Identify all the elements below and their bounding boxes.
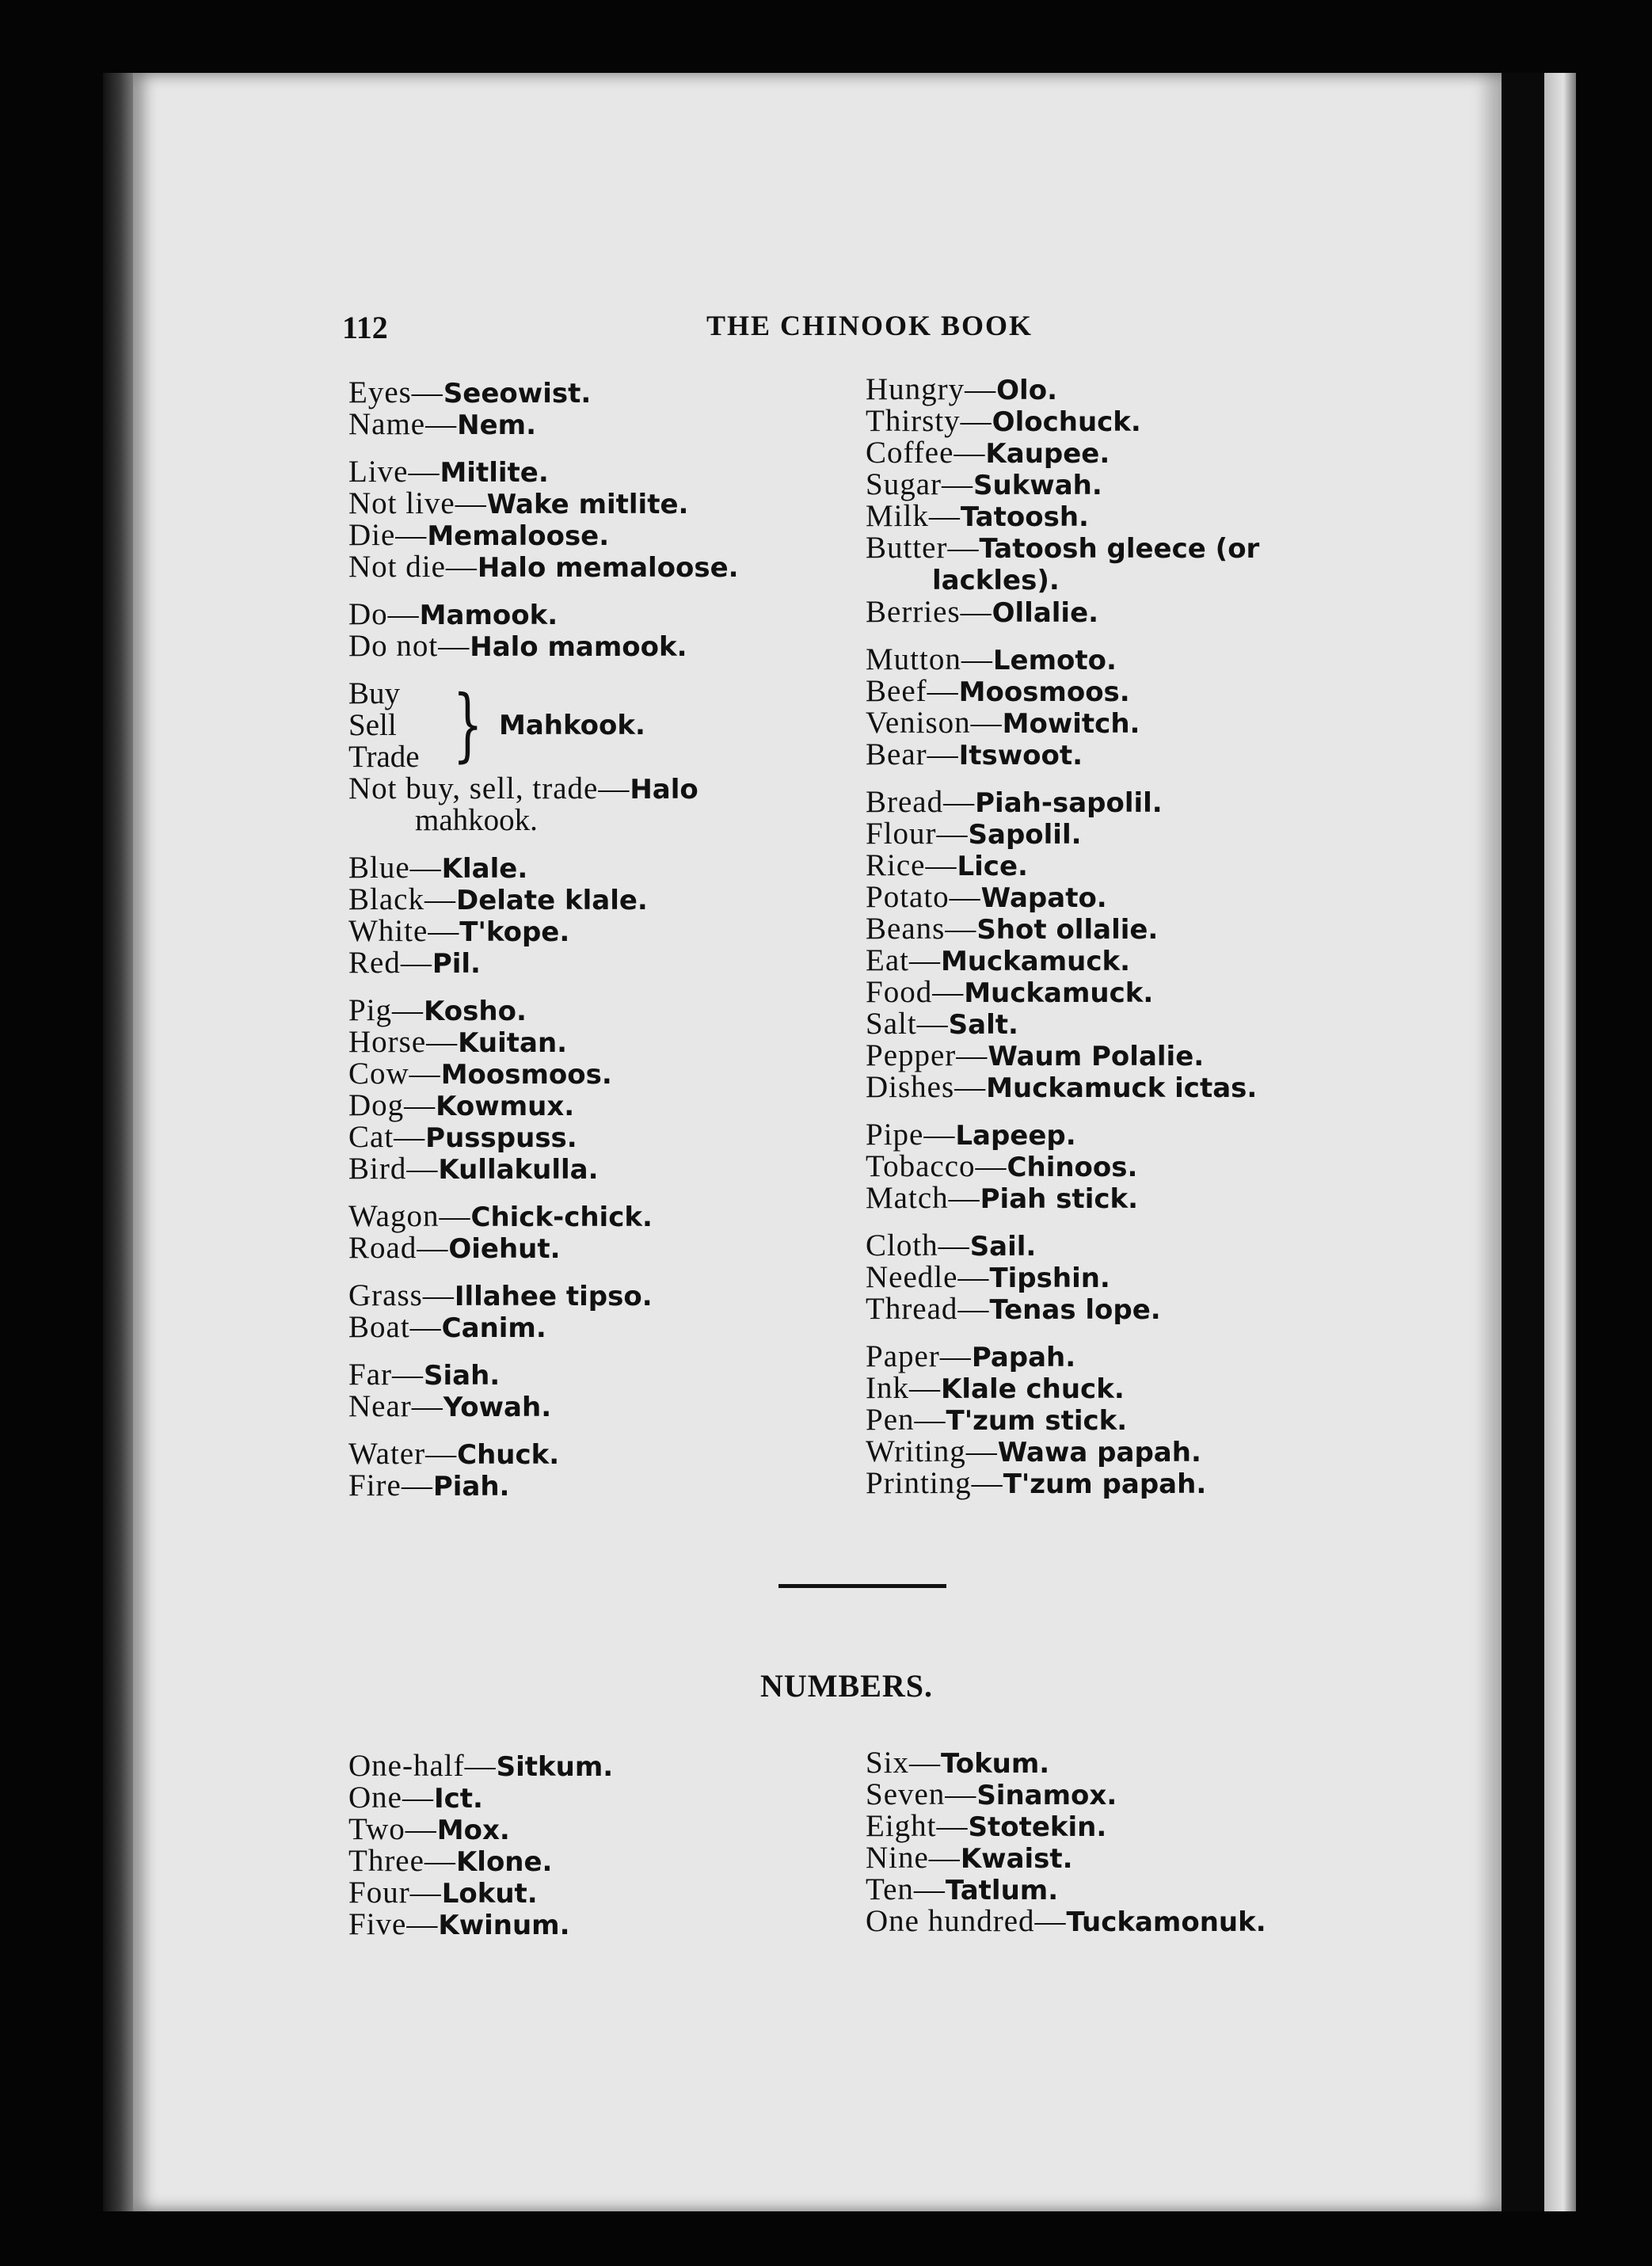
vocab-entry bbox=[866, 532, 1372, 596]
vocab-entry bbox=[866, 818, 1372, 850]
chinook-word: Kosho. bbox=[424, 996, 527, 1027]
vocab-entry bbox=[866, 1072, 1372, 1103]
vocab-entry bbox=[866, 882, 1372, 913]
vocab-group bbox=[866, 1119, 1372, 1214]
chinook-word: Mowitch. bbox=[1002, 708, 1140, 740]
chinook-word: Lapeep. bbox=[955, 1120, 1076, 1152]
vocab-entry bbox=[348, 852, 839, 884]
vocab-entry bbox=[866, 406, 1372, 437]
chinook-word: Kullakulla. bbox=[438, 1154, 599, 1186]
vocab-entry bbox=[348, 1122, 839, 1153]
chinook-word: Sukwah. bbox=[973, 470, 1102, 501]
chinook-word: Moosmoos. bbox=[958, 676, 1130, 708]
chinook-word: Kwinum. bbox=[438, 1910, 570, 1941]
english-word: Beans— bbox=[866, 912, 977, 946]
vocab-group bbox=[348, 1359, 839, 1422]
english-word: One hundred— bbox=[866, 1904, 1067, 1938]
chinook-word: Tuckamonuk. bbox=[1066, 1906, 1266, 1938]
chinook-word: Halo memaloose. bbox=[477, 552, 739, 584]
chinook-word: Sapolil. bbox=[968, 819, 1082, 851]
english-word: Eyes— bbox=[348, 375, 443, 409]
vocab-group bbox=[866, 1341, 1372, 1499]
english-word: Flour— bbox=[866, 817, 969, 851]
chinook-word: Chuck. bbox=[457, 1439, 560, 1471]
english-word: Not die— bbox=[348, 550, 478, 584]
english-word: Four— bbox=[348, 1876, 442, 1910]
vocab-entry bbox=[348, 1438, 839, 1470]
chinook-word: Muckamuck. bbox=[940, 946, 1131, 977]
vocab-entry bbox=[348, 884, 839, 916]
vocab-entry bbox=[866, 676, 1372, 707]
chinook-word: Nem. bbox=[457, 409, 536, 441]
chinook-word: Shot ollalie. bbox=[976, 914, 1159, 946]
vocab-entry bbox=[348, 1909, 613, 1940]
english-word: Needle— bbox=[866, 1260, 990, 1294]
vocab-group bbox=[348, 1438, 839, 1502]
vocab-entry bbox=[866, 1811, 1266, 1842]
vocab-group bbox=[348, 1280, 839, 1343]
chinook-word: Klone. bbox=[455, 1846, 553, 1878]
english-word: Nine— bbox=[866, 1841, 961, 1875]
english-word: Buy bbox=[348, 676, 401, 710]
chinook-word: Papah. bbox=[971, 1342, 1076, 1373]
english-word: Black— bbox=[348, 882, 456, 916]
chinook-word: Canim. bbox=[441, 1312, 546, 1344]
vocab-entry bbox=[866, 1183, 1372, 1214]
curly-brace-icon: } bbox=[452, 678, 483, 771]
page-gutter bbox=[1502, 73, 1544, 2211]
english-word: Pen— bbox=[866, 1403, 946, 1437]
english-word: Two— bbox=[348, 1812, 437, 1846]
english-word: Bread— bbox=[866, 785, 976, 819]
english-word: Far— bbox=[348, 1358, 424, 1392]
chinook-word: Sitkum. bbox=[496, 1751, 614, 1783]
english-word: Do not— bbox=[348, 629, 470, 663]
vocab-entry bbox=[866, 1906, 1266, 1937]
chinook-word: Pusspuss. bbox=[425, 1122, 577, 1154]
chinook-word: Lemoto. bbox=[992, 645, 1117, 676]
vocab-entry bbox=[348, 947, 839, 979]
vocab-entry bbox=[866, 596, 1372, 628]
chinook-word: Tatoosh. bbox=[960, 501, 1089, 533]
vocab-entry bbox=[866, 1040, 1372, 1072]
chinook-word: Mox. bbox=[436, 1815, 510, 1846]
english-word: Red— bbox=[348, 946, 432, 980]
vocab-group bbox=[348, 1201, 839, 1264]
running-title: THE CHINOOK BOOK bbox=[706, 310, 1033, 341]
chinook-word: T'kope. bbox=[459, 916, 570, 948]
vocab-entry bbox=[348, 773, 839, 805]
vocab-entry bbox=[348, 1750, 613, 1782]
bracket-block bbox=[348, 678, 839, 773]
chinook-word: Muckamuck ictas. bbox=[986, 1072, 1258, 1104]
english-word: Six— bbox=[866, 1746, 942, 1780]
chinook-word: Wawa papah. bbox=[997, 1437, 1201, 1468]
chinook-word: Moosmoos. bbox=[440, 1059, 612, 1091]
english-word: Pipe— bbox=[866, 1118, 956, 1152]
vocab-entry bbox=[348, 1280, 839, 1312]
english-word: Name— bbox=[348, 407, 458, 441]
vocab-entry bbox=[866, 1341, 1372, 1373]
chinook-word: Itswoot. bbox=[958, 740, 1083, 771]
english-word: Eight— bbox=[866, 1809, 969, 1843]
chinook-word: Tenas lope. bbox=[989, 1294, 1161, 1326]
english-word: Salt— bbox=[866, 1007, 949, 1041]
vocab-entry bbox=[348, 1232, 839, 1264]
vocab-entry bbox=[866, 913, 1372, 945]
english-word: Do— bbox=[348, 597, 420, 631]
page-number: 112 bbox=[342, 310, 388, 345]
vocab-entry bbox=[866, 1436, 1372, 1468]
english-word: Five— bbox=[348, 1907, 439, 1941]
chinook-word: Yowah. bbox=[443, 1392, 552, 1423]
chinook-word: Kwaist. bbox=[960, 1843, 1073, 1875]
english-word: Pig— bbox=[348, 993, 424, 1027]
numbers-heading: NUMBERS. bbox=[760, 1668, 934, 1704]
chinook-word: Tatlum. bbox=[945, 1875, 1059, 1906]
vocab-group bbox=[866, 374, 1372, 628]
english-word: Potato— bbox=[866, 880, 981, 914]
english-word: Thirsty— bbox=[866, 404, 992, 438]
english-word: Road— bbox=[348, 1231, 449, 1265]
chinook-word: Piah. bbox=[432, 1471, 510, 1502]
vocab-entry bbox=[348, 1153, 839, 1185]
english-word: Not buy, sell, trade— bbox=[348, 771, 630, 805]
vocab-entry bbox=[866, 1404, 1372, 1436]
chinook-word: Wake mitlite. bbox=[486, 489, 689, 520]
chinook-word: Piah stick. bbox=[980, 1183, 1139, 1215]
chinook-word: Klale. bbox=[441, 853, 528, 885]
numbers-left-column bbox=[348, 1750, 613, 1940]
english-word: Grass— bbox=[348, 1278, 455, 1312]
english-word: Thread— bbox=[866, 1292, 990, 1326]
vocab-entry bbox=[348, 1058, 839, 1090]
chinook-word: Chinoos. bbox=[1007, 1152, 1138, 1183]
chinook-word: Wapato. bbox=[980, 882, 1107, 914]
vocab-entry bbox=[866, 1119, 1372, 1151]
english-word: Seven— bbox=[866, 1777, 977, 1811]
vocab-entry bbox=[866, 1293, 1372, 1325]
chinook-word: Mitlite. bbox=[440, 457, 549, 489]
english-word: Coffee— bbox=[866, 436, 986, 470]
vocab-entry bbox=[866, 1779, 1266, 1811]
vocab-entry bbox=[866, 1842, 1266, 1874]
bracket-words bbox=[348, 678, 420, 773]
vocab-entry bbox=[348, 520, 839, 551]
chinook-word: Ict. bbox=[433, 1783, 483, 1815]
chinook-word: Kaupee. bbox=[985, 438, 1110, 470]
chinook-word: Chick-chick. bbox=[470, 1202, 653, 1233]
vocab-entry bbox=[866, 786, 1372, 818]
vocab-entry bbox=[348, 1782, 613, 1814]
english-word: Not live— bbox=[348, 486, 487, 520]
english-word: Tobacco— bbox=[866, 1149, 1007, 1183]
vocab-entry bbox=[866, 644, 1372, 676]
vocab-entry bbox=[866, 977, 1372, 1008]
vocab-entry bbox=[866, 1468, 1372, 1499]
chinook-word: Seeowist. bbox=[443, 378, 592, 409]
english-word: Sell bbox=[348, 708, 397, 742]
chinook-word: Waum Polalie. bbox=[988, 1041, 1205, 1072]
vocab-entry bbox=[348, 1090, 839, 1122]
vocab-entry bbox=[866, 945, 1372, 977]
english-word: Ink— bbox=[866, 1371, 941, 1405]
vocab-entry bbox=[348, 630, 839, 662]
vocab-entry bbox=[348, 1814, 613, 1845]
chinook-word: T'zum papah. bbox=[1003, 1468, 1207, 1500]
chinook-word: Tatoosh gleece (or bbox=[979, 533, 1260, 565]
chinook-word: Tokum. bbox=[941, 1748, 1050, 1780]
entry-continuation: lackles). bbox=[932, 565, 1060, 596]
chinook-word: Sail. bbox=[969, 1231, 1037, 1262]
english-word: Bird— bbox=[348, 1152, 439, 1186]
chinook-word: Tipshin. bbox=[989, 1262, 1110, 1294]
english-word: Sugar— bbox=[866, 467, 973, 501]
english-word: Milk— bbox=[866, 499, 961, 533]
chinook-word: T'zum stick. bbox=[946, 1405, 1128, 1437]
vocab-entry bbox=[348, 1359, 839, 1391]
vocab-entry bbox=[866, 1230, 1372, 1262]
bracket-group bbox=[348, 678, 839, 836]
vocab-entry bbox=[348, 409, 839, 440]
english-word: Bear— bbox=[866, 737, 959, 771]
vocab-group bbox=[348, 599, 839, 662]
chinook-word: Mahkook. bbox=[499, 710, 645, 741]
english-word: Printing— bbox=[866, 1466, 1003, 1500]
chinook-word: Halo mamook. bbox=[470, 631, 687, 663]
page-header bbox=[342, 309, 1134, 356]
vocab-group bbox=[348, 377, 839, 440]
chinook-word: Muckamuck. bbox=[964, 977, 1154, 1009]
english-word: Match— bbox=[866, 1181, 980, 1215]
chinook-word: Kuitan. bbox=[458, 1027, 568, 1059]
vocab-entry bbox=[866, 501, 1372, 532]
english-word: Venison— bbox=[866, 706, 1003, 740]
chinook-word: Olochuck. bbox=[992, 406, 1141, 438]
vocab-entry bbox=[866, 739, 1372, 771]
chinook-word: Lice. bbox=[957, 851, 1028, 882]
vocab-entry bbox=[866, 1262, 1372, 1293]
vocab-entry bbox=[348, 1845, 613, 1877]
vocab-entry bbox=[348, 599, 839, 630]
english-word: Trade bbox=[348, 740, 420, 774]
chinook-word: Salt. bbox=[948, 1009, 1018, 1041]
vocab-group bbox=[866, 644, 1372, 771]
chinook-word: Siah. bbox=[424, 1360, 501, 1392]
chinook-word: Halo bbox=[630, 774, 698, 805]
english-word: One— bbox=[348, 1780, 434, 1815]
english-word: Butter— bbox=[866, 531, 980, 565]
english-word: Rice— bbox=[866, 848, 957, 882]
vocab-entry bbox=[866, 850, 1372, 882]
english-word: Hungry— bbox=[866, 372, 997, 406]
english-word: Wagon— bbox=[348, 1199, 471, 1233]
english-word: Eat— bbox=[866, 943, 941, 977]
vocab-entry bbox=[866, 1874, 1266, 1906]
chinook-word: Delate klale. bbox=[455, 885, 648, 916]
english-word: White— bbox=[348, 914, 460, 948]
english-word: Paper— bbox=[866, 1339, 972, 1373]
chinook-word: Olo. bbox=[996, 375, 1057, 406]
english-word: Near— bbox=[348, 1389, 443, 1423]
vocab-group bbox=[866, 786, 1372, 1103]
next-page-edge bbox=[1544, 73, 1576, 2211]
vocab-entry bbox=[348, 916, 839, 947]
vocab-entry bbox=[348, 1877, 613, 1909]
vocab-entry bbox=[348, 1470, 839, 1502]
vocab-entry bbox=[866, 1151, 1372, 1183]
vocab-entry bbox=[348, 456, 839, 488]
vocab-entry bbox=[348, 488, 839, 520]
english-word: Cat— bbox=[348, 1120, 426, 1154]
vocab-entry bbox=[348, 1312, 839, 1343]
chinook-word: Lokut. bbox=[441, 1878, 538, 1910]
english-word: Die— bbox=[348, 518, 428, 552]
vocab-group bbox=[348, 456, 839, 583]
vocab-entry bbox=[348, 1201, 839, 1232]
chinook-word: Oiehut. bbox=[448, 1233, 561, 1265]
vocab-entry bbox=[348, 1391, 839, 1422]
vocab-entry bbox=[866, 437, 1372, 469]
english-word: Pepper— bbox=[866, 1038, 988, 1072]
vocab-entry bbox=[866, 374, 1372, 406]
vocab-entry bbox=[348, 551, 839, 583]
chinook-word: Klale chuck. bbox=[941, 1373, 1125, 1405]
chinook-word: Sinamox. bbox=[976, 1780, 1117, 1811]
english-word: One-half— bbox=[348, 1749, 497, 1783]
left-vocabulary-column bbox=[348, 377, 839, 1518]
english-word: Cloth— bbox=[866, 1228, 970, 1262]
english-word: Food— bbox=[866, 975, 965, 1009]
english-word: Three— bbox=[348, 1844, 456, 1878]
english-word: Berries— bbox=[866, 595, 992, 629]
english-word: Mutton— bbox=[866, 642, 993, 676]
vocab-entry bbox=[866, 1747, 1266, 1779]
english-word: Dog— bbox=[348, 1088, 436, 1122]
vocab-group bbox=[348, 995, 839, 1185]
english-word: Boat— bbox=[348, 1310, 442, 1344]
english-word: Cow— bbox=[348, 1057, 441, 1091]
vocab-entry bbox=[866, 1373, 1372, 1404]
chinook-word: Mamook. bbox=[419, 600, 558, 631]
vocab-group bbox=[866, 1230, 1372, 1325]
english-word: Fire— bbox=[348, 1468, 433, 1502]
english-word: Dishes— bbox=[866, 1070, 987, 1104]
chinook-word: Ollalie. bbox=[992, 597, 1099, 629]
english-word: Water— bbox=[348, 1437, 458, 1471]
chinook-word: Stotekin. bbox=[968, 1811, 1107, 1843]
chinook-word: Pil. bbox=[432, 948, 481, 980]
vocab-entry bbox=[866, 469, 1372, 501]
chinook-word: Illahee tipso. bbox=[454, 1281, 653, 1312]
chinook-word: Kowmux. bbox=[436, 1091, 575, 1122]
section-divider bbox=[778, 1584, 946, 1588]
numbers-right-column bbox=[866, 1747, 1266, 1937]
english-word: Blue— bbox=[348, 851, 442, 885]
vocab-entry bbox=[348, 377, 839, 409]
english-word: Horse— bbox=[348, 1025, 459, 1059]
chinook-word: Piah-sapolil. bbox=[975, 787, 1163, 819]
english-word: Writing— bbox=[866, 1434, 998, 1468]
vocab-entry bbox=[348, 1026, 839, 1058]
chinook-word: Memaloose. bbox=[427, 520, 610, 552]
vocab-entry bbox=[866, 1008, 1372, 1040]
english-word: Beef— bbox=[866, 674, 959, 708]
entry-continuation: mahkook. bbox=[415, 803, 538, 837]
vocab-group bbox=[348, 852, 839, 979]
english-word: Ten— bbox=[866, 1872, 946, 1906]
english-word: Live— bbox=[348, 455, 440, 489]
right-vocabulary-column bbox=[866, 374, 1372, 1515]
vocab-entry bbox=[348, 995, 839, 1026]
vocab-entry bbox=[866, 707, 1372, 739]
